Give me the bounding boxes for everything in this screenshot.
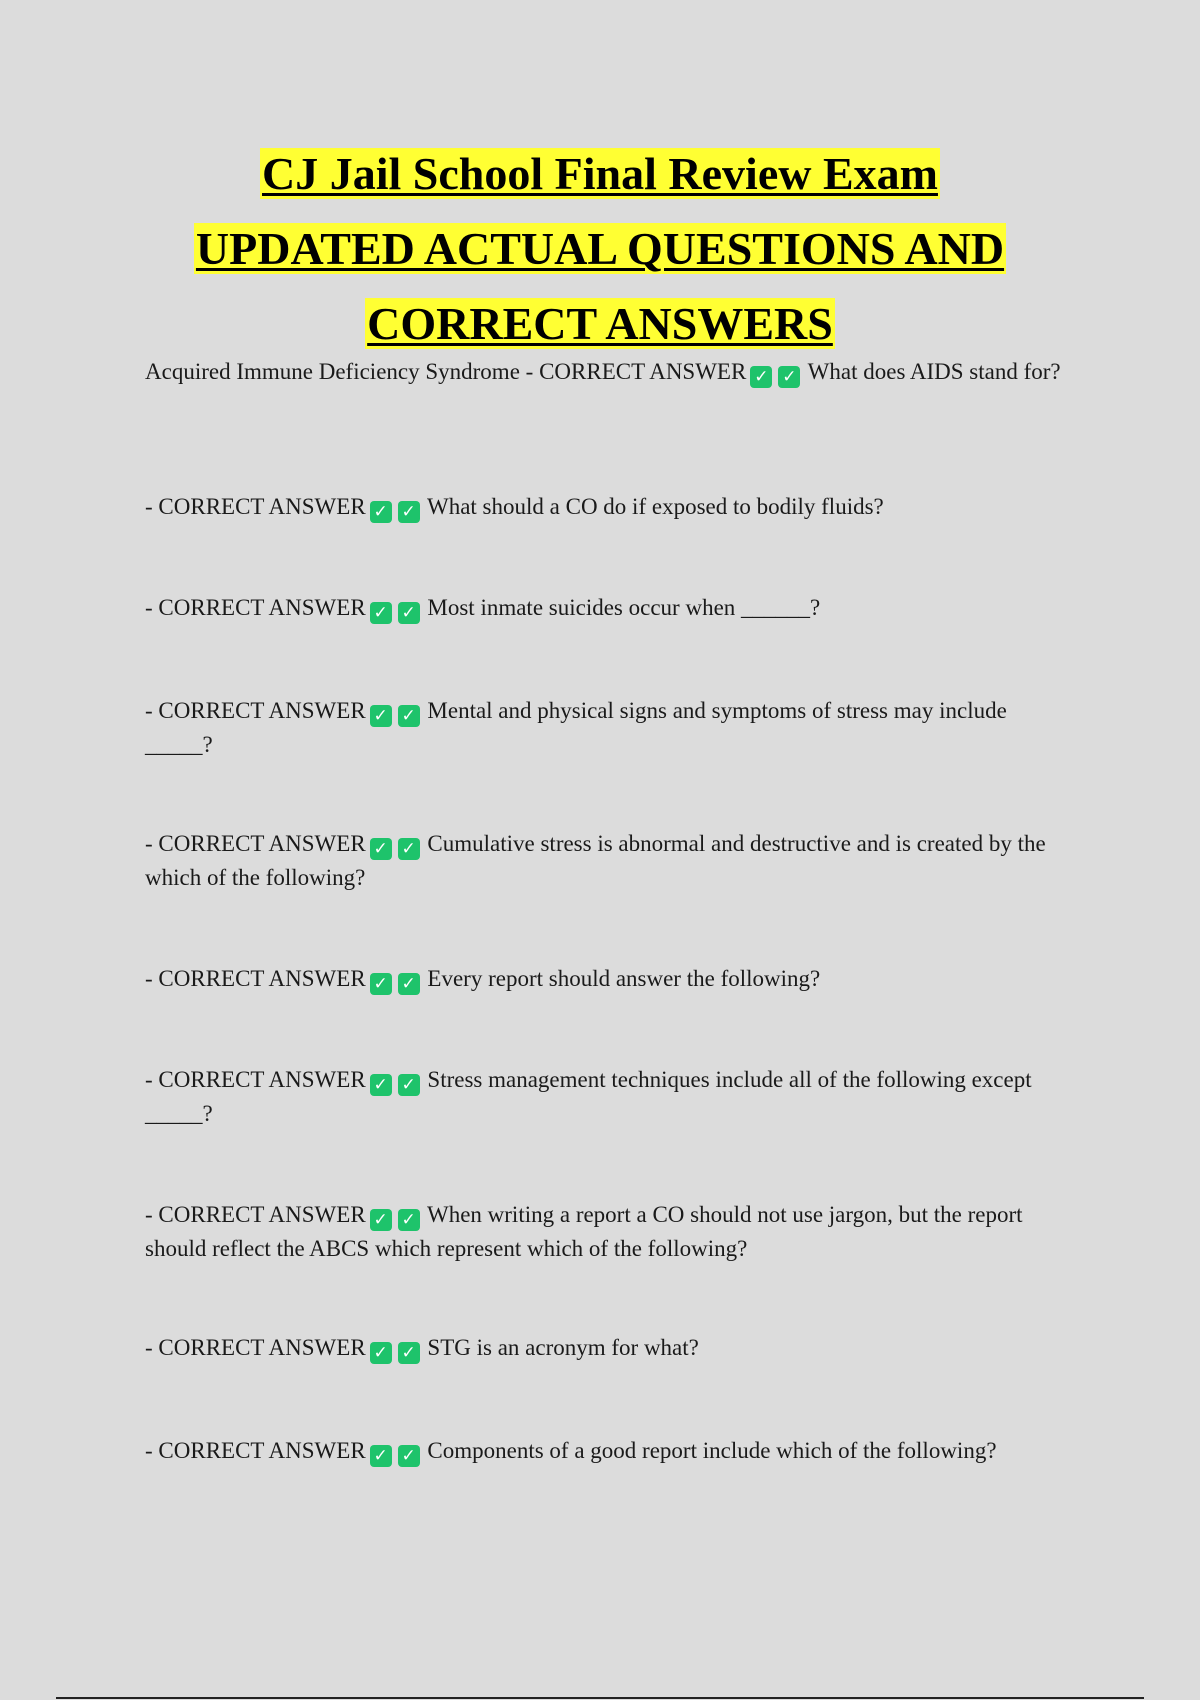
check-mark-icon: ✓ (398, 973, 420, 995)
qa-item (145, 1434, 1065, 1468)
answer-text: - CORRECT ANSWER (145, 966, 366, 991)
answer-text: - CORRECT ANSWER (145, 698, 366, 723)
qa-item (145, 1198, 1065, 1266)
question-text: Every report should answer the following? (427, 966, 821, 991)
answer-text: - CORRECT ANSWER (145, 1438, 366, 1463)
question-text: Most inmate suicides occur when ______? (427, 595, 821, 620)
check-mark-icon: ✓ (398, 1074, 420, 1096)
question-text: Cumulative stress is abnormal and destructive and is created by the which of the following? (145, 831, 1046, 890)
check-mark-icon: ✓ (398, 705, 420, 727)
qa-item (145, 1063, 1065, 1131)
qa-item (145, 490, 1065, 524)
question-text: STG is an acronym for what? (427, 1335, 699, 1360)
answer-text: - CORRECT ANSWER (145, 494, 366, 519)
answer-text: Acquired Immune Deficiency Syndrome - CORRECT ANSWER (145, 359, 747, 384)
check-mark-icon: ✓ (370, 838, 392, 860)
check-mark-icon: ✓ (750, 366, 772, 388)
check-mark-icon: ✓ (398, 501, 420, 523)
answer-text: - CORRECT ANSWER (145, 831, 366, 856)
check-mark-icon: ✓ (398, 602, 420, 624)
qa-item (145, 827, 1065, 895)
question-text: Mental and physical signs and symptoms of stress may include _____? (145, 698, 1007, 757)
check-mark-icon: ✓ (398, 1445, 420, 1467)
title-line (100, 295, 1100, 364)
qa-item (145, 962, 1065, 996)
check-mark-icon: ✓ (370, 602, 392, 624)
qa-item (145, 591, 1065, 625)
footer-rule (56, 1697, 1144, 1699)
qa-item (145, 1331, 1065, 1365)
document-title (100, 145, 1100, 370)
check-mark-icon: ✓ (398, 1209, 420, 1231)
qa-item (145, 694, 1065, 762)
check-mark-icon: ✓ (370, 973, 392, 995)
title-line-3: CORRECT ANSWERS (367, 298, 833, 349)
check-mark-icon: ✓ (370, 1445, 392, 1467)
question-text: What does AIDS stand for? (807, 359, 1061, 384)
qa-item (145, 355, 1065, 389)
answer-text: - CORRECT ANSWER (145, 595, 366, 620)
question-text: When writing a report a CO should not use jargon, but the report should reflect the ABCS which represent which of the following? (145, 1202, 1023, 1261)
answer-text: - CORRECT ANSWER (145, 1067, 366, 1092)
question-text: Components of a good report include which of the following? (427, 1438, 997, 1463)
answer-text: - CORRECT ANSWER (145, 1335, 366, 1360)
check-mark-icon: ✓ (370, 1209, 392, 1231)
answer-text: - CORRECT ANSWER (145, 1202, 366, 1227)
check-mark-icon: ✓ (370, 501, 392, 523)
check-mark-icon: ✓ (370, 1074, 392, 1096)
title-line-1: CJ Jail School Final Review Exam (262, 148, 938, 199)
title-line-2: UPDATED ACTUAL QUESTIONS AND (195, 223, 1005, 274)
check-mark-icon: ✓ (398, 1342, 420, 1364)
check-mark-icon: ✓ (778, 366, 800, 388)
question-text: Stress management techniques include all of the following except _____? (145, 1067, 1032, 1126)
check-mark-icon: ✓ (370, 705, 392, 727)
title-line (100, 145, 1100, 214)
title-line (100, 220, 1100, 289)
check-mark-icon: ✓ (398, 838, 420, 860)
question-text: What should a CO do if exposed to bodily fluids? (427, 494, 884, 519)
check-mark-icon: ✓ (370, 1342, 392, 1364)
